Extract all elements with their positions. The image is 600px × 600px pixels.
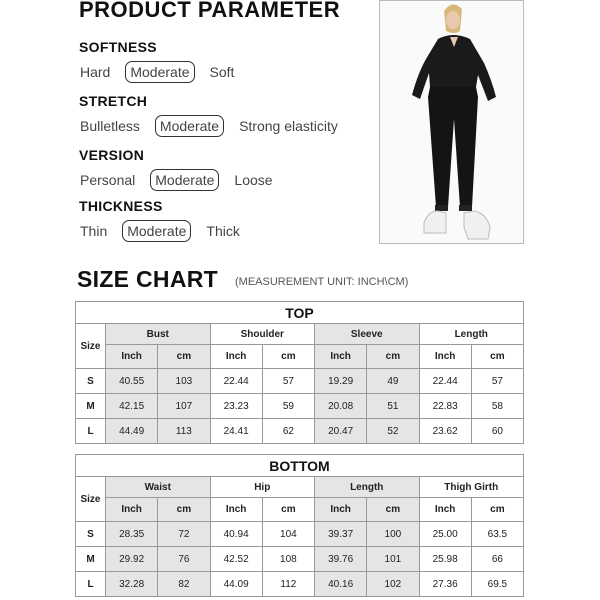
unit-header: cm <box>158 498 210 522</box>
option: Thin <box>80 223 108 239</box>
column-header: Shoulder <box>210 324 315 345</box>
value-cell: 29.92 <box>106 547 158 572</box>
value-cell: 49 <box>367 369 419 394</box>
value-cell: 23.23 <box>210 394 262 419</box>
size-cell: S <box>76 369 106 394</box>
unit-header: Inch <box>419 498 471 522</box>
value-cell: 22.44 <box>210 369 262 394</box>
value-cell: 27.36 <box>419 572 471 597</box>
unit-header: Inch <box>106 345 158 369</box>
table-row <box>76 419 524 444</box>
value-cell: 57 <box>471 369 523 394</box>
value-cell: 108 <box>262 547 314 572</box>
option: Bulletless <box>80 118 140 134</box>
column-header: Waist <box>106 477 211 498</box>
value-cell: 22.83 <box>419 394 471 419</box>
value-cell: 24.41 <box>210 419 262 444</box>
param-version <box>79 147 288 191</box>
value-cell: 51 <box>367 394 419 419</box>
model-illustration <box>380 1 524 244</box>
column-header: Length <box>315 477 420 498</box>
table-row <box>76 394 524 419</box>
value-cell: 100 <box>367 522 419 547</box>
value-cell: 44.09 <box>210 572 262 597</box>
top-table-title: TOP <box>76 302 524 324</box>
option-selected: Moderate <box>155 115 224 137</box>
value-cell: 102 <box>367 572 419 597</box>
param-name: SOFTNESS <box>79 39 157 55</box>
param-softness <box>79 39 249 83</box>
value-cell: 69.5 <box>471 572 523 597</box>
size-cell: M <box>76 547 106 572</box>
value-cell: 82 <box>158 572 210 597</box>
value-cell: 60 <box>471 419 523 444</box>
table-row <box>76 369 524 394</box>
column-header: Sleeve <box>315 324 420 345</box>
option-selected: Moderate <box>122 220 191 242</box>
value-cell: 104 <box>262 522 314 547</box>
value-cell: 32.28 <box>106 572 158 597</box>
value-cell: 113 <box>158 419 210 444</box>
product-parameter-title: PRODUCT PARAMETER <box>79 0 341 22</box>
param-stretch <box>79 93 353 137</box>
value-cell: 101 <box>367 547 419 572</box>
option: Strong elasticity <box>239 118 338 134</box>
value-cell: 39.37 <box>315 522 367 547</box>
value-cell: 58 <box>471 394 523 419</box>
value-cell: 25.98 <box>419 547 471 572</box>
bottom-table-title: BOTTOM <box>76 455 524 477</box>
unit-header: cm <box>158 345 210 369</box>
value-cell: 22.44 <box>419 369 471 394</box>
value-cell: 23.62 <box>419 419 471 444</box>
table-row <box>76 522 524 547</box>
param-thickness <box>79 198 255 242</box>
unit-header: Inch <box>315 345 367 369</box>
value-cell: 42.15 <box>106 394 158 419</box>
value-cell: 42.52 <box>210 547 262 572</box>
value-cell: 59 <box>262 394 314 419</box>
value-cell: 62 <box>262 419 314 444</box>
table-row <box>76 547 524 572</box>
param-name: THICKNESS <box>79 198 163 214</box>
unit-header: Inch <box>419 345 471 369</box>
value-cell: 40.16 <box>315 572 367 597</box>
size-cell: L <box>76 419 106 444</box>
unit-header: cm <box>262 498 314 522</box>
column-header: Length <box>419 324 524 345</box>
value-cell: 52 <box>367 419 419 444</box>
value-cell: 63.5 <box>471 522 523 547</box>
option: Hard <box>80 64 111 80</box>
value-cell: 25.00 <box>419 522 471 547</box>
unit-header: Inch <box>315 498 367 522</box>
size-cell: S <box>76 522 106 547</box>
size-chart-title: SIZE CHART <box>77 266 218 292</box>
value-cell: 40.55 <box>106 369 158 394</box>
size-cell: L <box>76 572 106 597</box>
value-cell: 44.49 <box>106 419 158 444</box>
value-cell: 28.35 <box>106 522 158 547</box>
size-cell: M <box>76 394 106 419</box>
option: Thick <box>206 223 240 239</box>
bottom-size-table <box>75 454 524 597</box>
value-cell: 40.94 <box>210 522 262 547</box>
value-cell: 76 <box>158 547 210 572</box>
unit-header: cm <box>471 498 523 522</box>
value-cell: 39.76 <box>315 547 367 572</box>
value-cell: 19.29 <box>315 369 367 394</box>
value-cell: 107 <box>158 394 210 419</box>
unit-header: cm <box>262 345 314 369</box>
value-cell: 57 <box>262 369 314 394</box>
value-cell: 112 <box>262 572 314 597</box>
param-name: VERSION <box>79 147 145 163</box>
unit-header: Inch <box>210 498 262 522</box>
size-header: Size <box>76 324 106 369</box>
column-header: Hip <box>210 477 315 498</box>
unit-header: cm <box>471 345 523 369</box>
unit-header: Inch <box>106 498 158 522</box>
option: Soft <box>209 64 235 80</box>
value-cell: 103 <box>158 369 210 394</box>
param-name: STRETCH <box>79 93 148 109</box>
option-selected: Moderate <box>150 169 219 191</box>
value-cell: 66 <box>471 547 523 572</box>
column-header: Thigh Girth <box>419 477 524 498</box>
measurement-unit-note: (MEASUREMENT UNIT: INCH\CM) <box>235 276 409 288</box>
size-header: Size <box>76 477 106 522</box>
unit-header: cm <box>367 498 419 522</box>
column-header: Bust <box>106 324 211 345</box>
option: Loose <box>234 172 273 188</box>
value-cell: 20.47 <box>315 419 367 444</box>
table-row <box>76 572 524 597</box>
option: Personal <box>80 172 136 188</box>
unit-header: Inch <box>210 345 262 369</box>
unit-header: cm <box>367 345 419 369</box>
option-selected: Moderate <box>125 61 194 83</box>
value-cell: 72 <box>158 522 210 547</box>
product-photo <box>379 0 524 244</box>
value-cell: 20.08 <box>315 394 367 419</box>
top-size-table <box>75 301 524 444</box>
